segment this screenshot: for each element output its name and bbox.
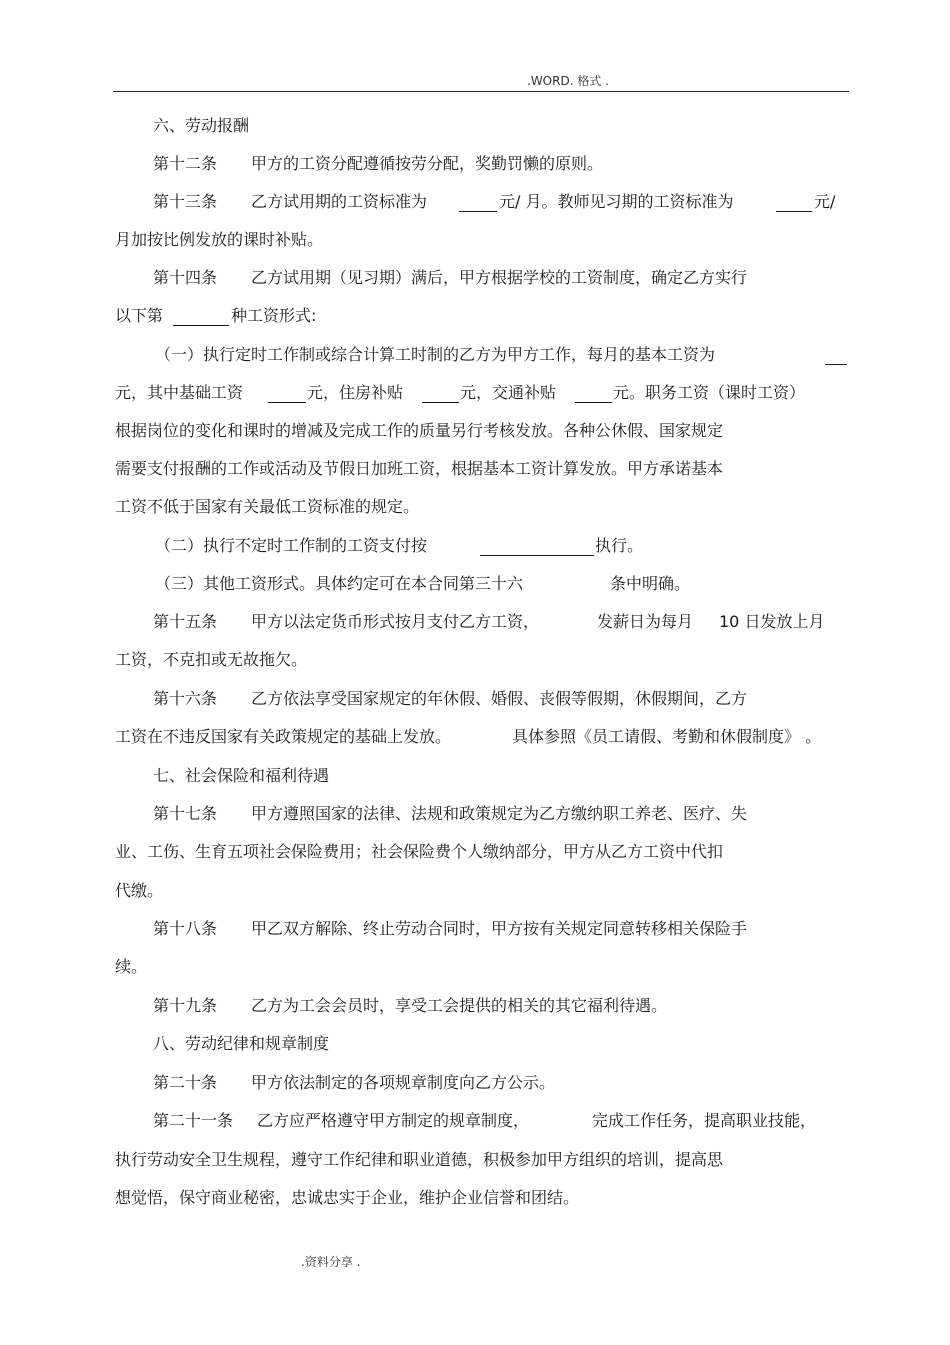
article-text: 种工资形式: <box>231 306 317 325</box>
item-1 <box>0 344 950 370</box>
section-heading-text: 七、社会保险和福利待遇 <box>153 766 330 785</box>
article-21-line-2 <box>0 1149 950 1175</box>
article-text: 乙方为工会会员时，享受工会提供的相关的其它福利待遇。 <box>251 996 668 1015</box>
article-18-continued <box>0 956 950 982</box>
article-number: 第十二条 <box>153 154 218 173</box>
article-text: 工资在不违反国家有关政策规定的基础上发放。 <box>115 727 452 746</box>
item-text: （一）执行定时工作制或综合计算工时制的乙方为甲方工作，每月的基本工资为 <box>155 345 716 364</box>
article-19 <box>0 995 950 1021</box>
article-number: 第十五条 <box>153 612 218 631</box>
item-2 <box>0 535 950 561</box>
item-1-line-3 <box>0 420 950 446</box>
item-text: 元，交通补贴 <box>460 383 557 402</box>
article-text: 甲乙双方解除、终止劳动合同时，甲方按有关规定同意转移相关保险手 <box>251 919 748 938</box>
article-text: 元/ <box>814 192 836 211</box>
article-12 <box>0 153 950 179</box>
item-text: 元，其中基础工资 <box>115 383 244 402</box>
item-text: 元。职务工资（课时工资） <box>613 383 806 402</box>
article-17-line-2 <box>0 841 950 867</box>
item-text: 工资不低于国家有关最低工资标准的规定。 <box>115 497 420 516</box>
article-17-line-3 <box>0 880 950 906</box>
article-21-line-3 <box>0 1187 950 1213</box>
article-number: 第十七条 <box>153 804 218 823</box>
article-number: 第十四条 <box>153 268 218 287</box>
article-18 <box>0 918 950 944</box>
article-16 <box>0 688 950 714</box>
item-1-line-5 <box>0 496 950 522</box>
section-heading-8 <box>0 1033 950 1059</box>
article-16-continued <box>0 726 950 752</box>
article-13-continued <box>0 229 950 255</box>
item-text: 需要支付报酬的工作或活动及节假日加班工资，根据基本工资计算发放。甲方承诺基本 <box>115 459 724 478</box>
section-heading-6 <box>0 115 950 141</box>
article-text: 乙方应严格遵守甲方制定的规章制度， <box>257 1111 530 1130</box>
article-text: 乙方试用期的工资标准为 <box>251 192 428 211</box>
item-1-line-4 <box>0 458 950 484</box>
article-text: 甲方遵照国家的法律、法规和政策规定为乙方缴纳职工养老、医疗、失 <box>251 804 748 823</box>
item-text: 根据岗位的变化和课时的增减及完成工作的质量另行考核发放。各种公休假、国家规定 <box>115 421 724 440</box>
fill-blank <box>575 402 612 403</box>
fill-blank <box>480 555 594 556</box>
article-number: 第十九条 <box>153 996 218 1015</box>
article-number: 第十三条 <box>153 192 218 211</box>
article-text: 想觉悟，保守商业秘密，忠诚忠实于企业，维护企业信誉和团结。 <box>115 1188 580 1207</box>
article-text: 发薪日为每月 <box>597 612 694 631</box>
article-14-continued <box>0 305 950 331</box>
item-1-line-2 <box>0 382 950 408</box>
fill-blank <box>459 211 497 212</box>
article-text: 乙方试用期（见习期）满后，甲方根据学校的工资制度，确定乙方实行 <box>251 268 748 287</box>
item-3 <box>0 573 950 599</box>
section-heading-text: 六、劳动报酬 <box>153 116 250 135</box>
article-17 <box>0 803 950 829</box>
article-21 <box>0 1110 950 1136</box>
fill-blank <box>422 402 459 403</box>
page-footer: .资料分享 . <box>301 1255 361 1269</box>
header-text: .WORD. 格式 . <box>527 74 609 88</box>
article-number: 第二十条 <box>153 1073 218 1092</box>
article-text: 乙方依法享受国家规定的年休假、婚假、丧假等假期，休假期间，乙方 <box>251 689 748 708</box>
fill-blank <box>825 364 847 365</box>
article-text: 工资，不克扣或无故拖欠。 <box>115 650 308 669</box>
article-number: 第十八条 <box>153 919 218 938</box>
article-text: 代缴。 <box>115 881 164 900</box>
fill-blank <box>268 402 306 403</box>
item-text: （三）其他工资形式。具体约定可在本合同第三十六 <box>155 574 524 593</box>
section-heading-7 <box>0 765 950 791</box>
item-text: （二）执行不定时工作制的工资支付按 <box>155 536 428 555</box>
article-text: 月加按比例发放的课时补贴。 <box>115 230 324 249</box>
article-text: 10 日发放上月 <box>719 612 825 631</box>
section-heading-text: 八、劳动纪律和规章制度 <box>153 1034 330 1053</box>
article-20 <box>0 1072 950 1098</box>
header-rule <box>113 91 849 92</box>
article-text: 续。 <box>115 957 148 976</box>
article-15-continued <box>0 649 950 675</box>
article-text: 元/ 月。教师见习期的工资标准为 <box>499 192 734 211</box>
item-text: 元，住房补贴 <box>307 383 404 402</box>
page-header <box>0 73 950 93</box>
article-text: 业、工伤、生育五项社会保险费用；社会保险费个人缴纳部分，甲方从乙方工资中代扣 <box>115 842 724 861</box>
article-text: 甲方依法制定的各项规章制度向乙方公示。 <box>251 1073 556 1092</box>
article-text: 以下第 <box>115 306 164 325</box>
article-number: 第二十一条 <box>153 1111 234 1130</box>
fill-blank <box>173 325 229 326</box>
article-13 <box>0 191 950 217</box>
article-14 <box>0 267 950 293</box>
item-text: 条中明确。 <box>610 574 691 593</box>
article-text: 甲方的工资分配遵循按劳分配，奖勤罚懒的原则。 <box>251 154 604 173</box>
article-number: 第十六条 <box>153 689 218 708</box>
item-text: 执行。 <box>595 536 644 555</box>
article-text: 甲方以法定货币形式按月支付乙方工资， <box>251 612 540 631</box>
article-text: 完成工作任务，提高职业技能， <box>592 1111 817 1130</box>
article-text: 具体参照《员工请假、考勤和休假制度》 。 <box>512 727 822 746</box>
article-15 <box>0 611 950 637</box>
fill-blank <box>776 211 812 212</box>
article-text: 执行劳动安全卫生规程，遵守工作纪律和职业道德，积极参加甲方组织的培训，提高思 <box>115 1150 724 1169</box>
